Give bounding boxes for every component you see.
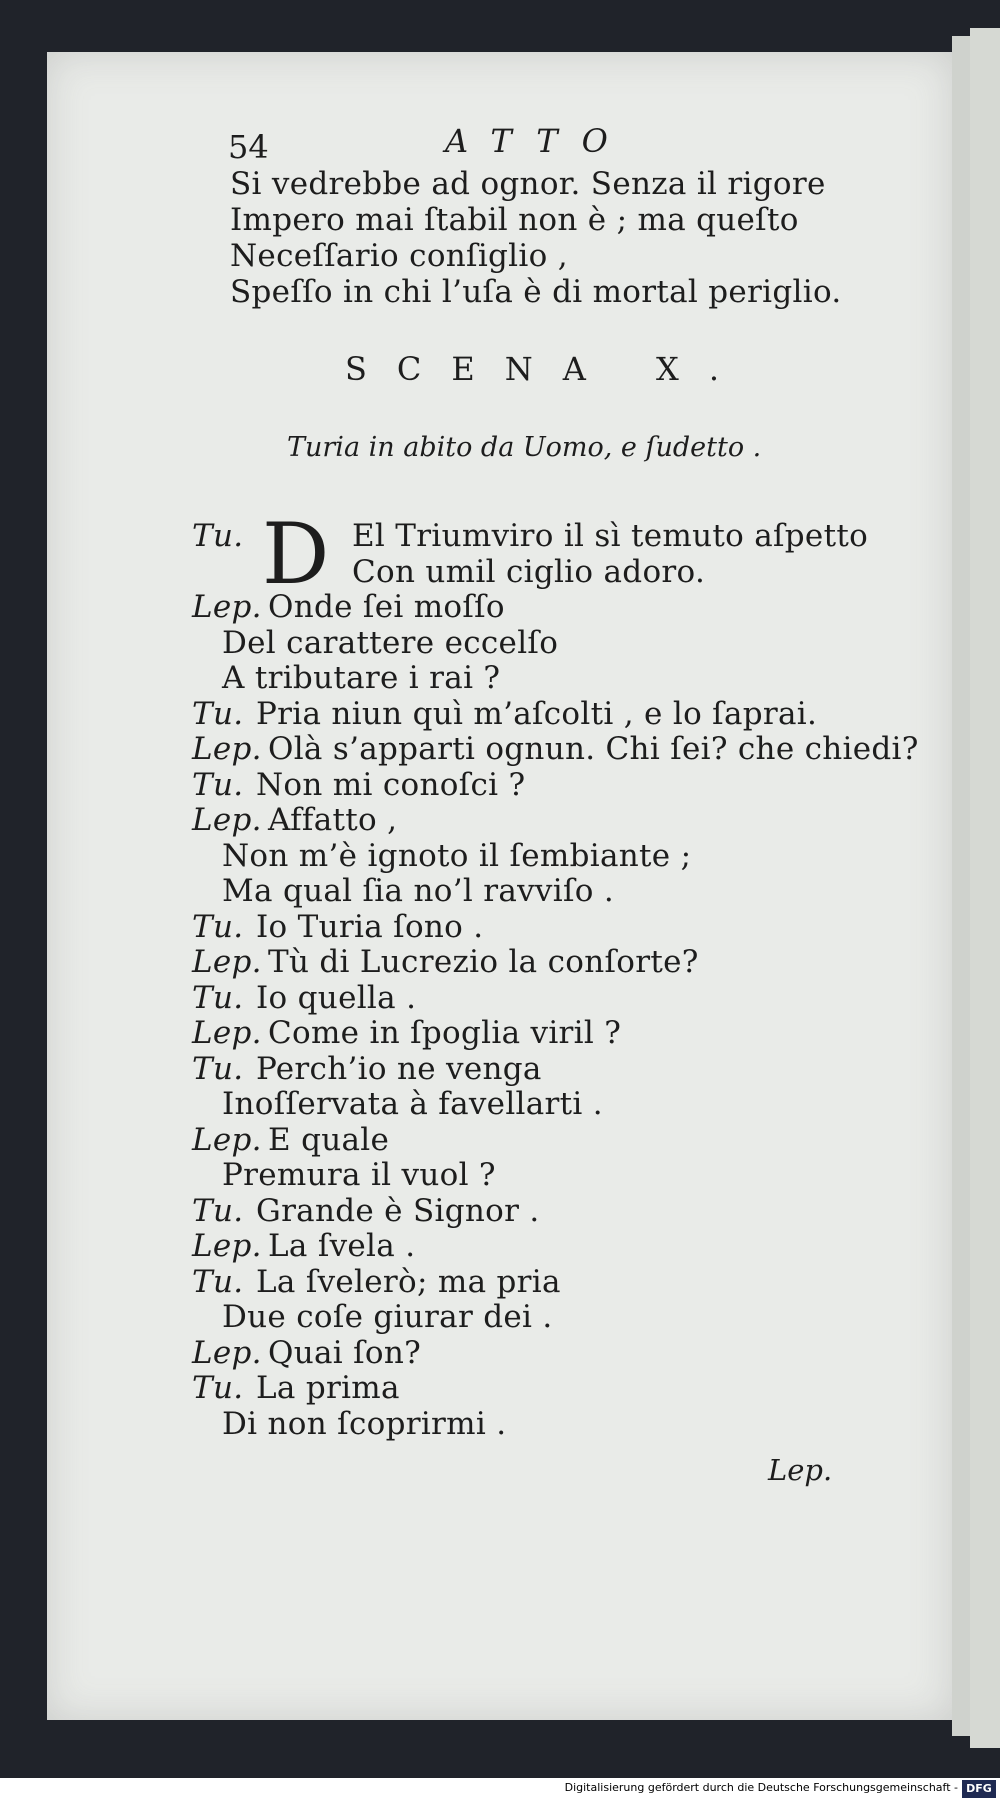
verse-line: Impero mai ſtabil non è ; ma queſto <box>230 202 799 238</box>
dialogue-line: Olà s’apparti ognun. Chi ſei? che chiedi? <box>268 731 919 767</box>
running-title: ATTO <box>445 122 632 160</box>
dialogue-line: E quale <box>268 1122 390 1158</box>
speaker-label: Lep. <box>192 1122 262 1158</box>
dialogue-line: Ma qual ſia no’l ravviſo . <box>222 873 614 909</box>
speaker-label: Tu. <box>192 1264 244 1300</box>
page-gutter <box>952 36 970 1736</box>
scene-subtitle: Turia in abito da Uomo, e ſudetto . <box>287 432 762 463</box>
speaker-label: Lep. <box>192 1015 262 1051</box>
speaker-label: Tu. <box>192 767 244 803</box>
dialogue-line: La ſvela . <box>268 1228 416 1264</box>
dialogue-line: Del carattere eccelſo <box>222 625 559 661</box>
drop-capital: D <box>262 505 330 603</box>
verse-line: Si vedrebbe ad ognor. Senza il rigore <box>230 166 826 202</box>
dialogue-line: El Triumviro il sì temuto aſpetto <box>352 518 869 554</box>
speaker-label: Tu. <box>192 1051 244 1087</box>
speaker-label: Tu. <box>192 1370 244 1406</box>
dfg-logo: DFG <box>962 1780 996 1798</box>
adjacent-page-edge <box>970 28 1000 1748</box>
scene-title: SCENA X. <box>345 350 749 388</box>
dialogue-line: Tù di Lucrezio la conſorte? <box>268 944 699 980</box>
speaker-label: Lep. <box>192 731 262 767</box>
speaker-label: Tu. <box>192 696 244 732</box>
dialogue-line: Inoſſervata à favellarti . <box>222 1086 603 1122</box>
speaker-label: Lep. <box>192 1335 262 1371</box>
dialogue-line: Onde ſei moſſo <box>268 589 505 625</box>
dialogue-line: A tributare i rai ? <box>222 660 501 696</box>
dialogue-line: Due coſe giurar dei . <box>222 1299 553 1335</box>
dialogue-line: La ſvelerò; ma pria <box>256 1264 561 1300</box>
dialogue-line: Grande è Signor . <box>256 1193 540 1229</box>
dialogue-line: Perch’io ne venga <box>256 1051 542 1087</box>
dialogue-line: Con umil ciglio adoro. <box>352 554 706 590</box>
dialogue-line: Affatto , <box>268 802 398 838</box>
dialogue-line: Di non ſcoprirmi . <box>222 1406 507 1442</box>
speaker-label: Lep. <box>192 1228 262 1264</box>
dialogue-line: Pria niun quì m’aſcolti , e lo ſaprai. <box>256 696 818 732</box>
verse-line: Neceſſario conſiglio , <box>230 238 568 274</box>
speaker-label: Tu. <box>192 980 244 1016</box>
speaker-label: Tu. <box>192 1193 244 1229</box>
dialogue-line: Come in ſpoglia viril ? <box>268 1015 622 1051</box>
dialogue-line: Premura il vuol ? <box>222 1157 496 1193</box>
dialogue-line: Non m’è ignoto il ſembiante ; <box>222 838 692 874</box>
catchword: Lep. <box>768 1453 833 1487</box>
dialogue-line: Io Turia ſono . <box>256 909 484 945</box>
speaker-label: Lep. <box>192 589 262 625</box>
dialogue-line: Io quella . <box>256 980 417 1016</box>
verse-line: Speſſo in chi l’uſa è di mortal periglio. <box>230 274 842 310</box>
speaker-label: Lep. <box>192 944 262 980</box>
dialogue-line: Non mi conoſci ? <box>256 767 526 803</box>
dialogue-line: La prima <box>256 1370 400 1406</box>
speaker-label: Tu. <box>192 909 244 945</box>
page-number: 54 <box>228 128 269 166</box>
speaker-label: Lep. <box>192 802 262 838</box>
speaker-label: Tu. <box>192 518 244 554</box>
dialogue-line: Quai ſon? <box>268 1335 422 1371</box>
digitization-credit: Digitalisierung gefördert durch die Deutsche Forschungsgemeinschaft - <box>564 1781 958 1794</box>
